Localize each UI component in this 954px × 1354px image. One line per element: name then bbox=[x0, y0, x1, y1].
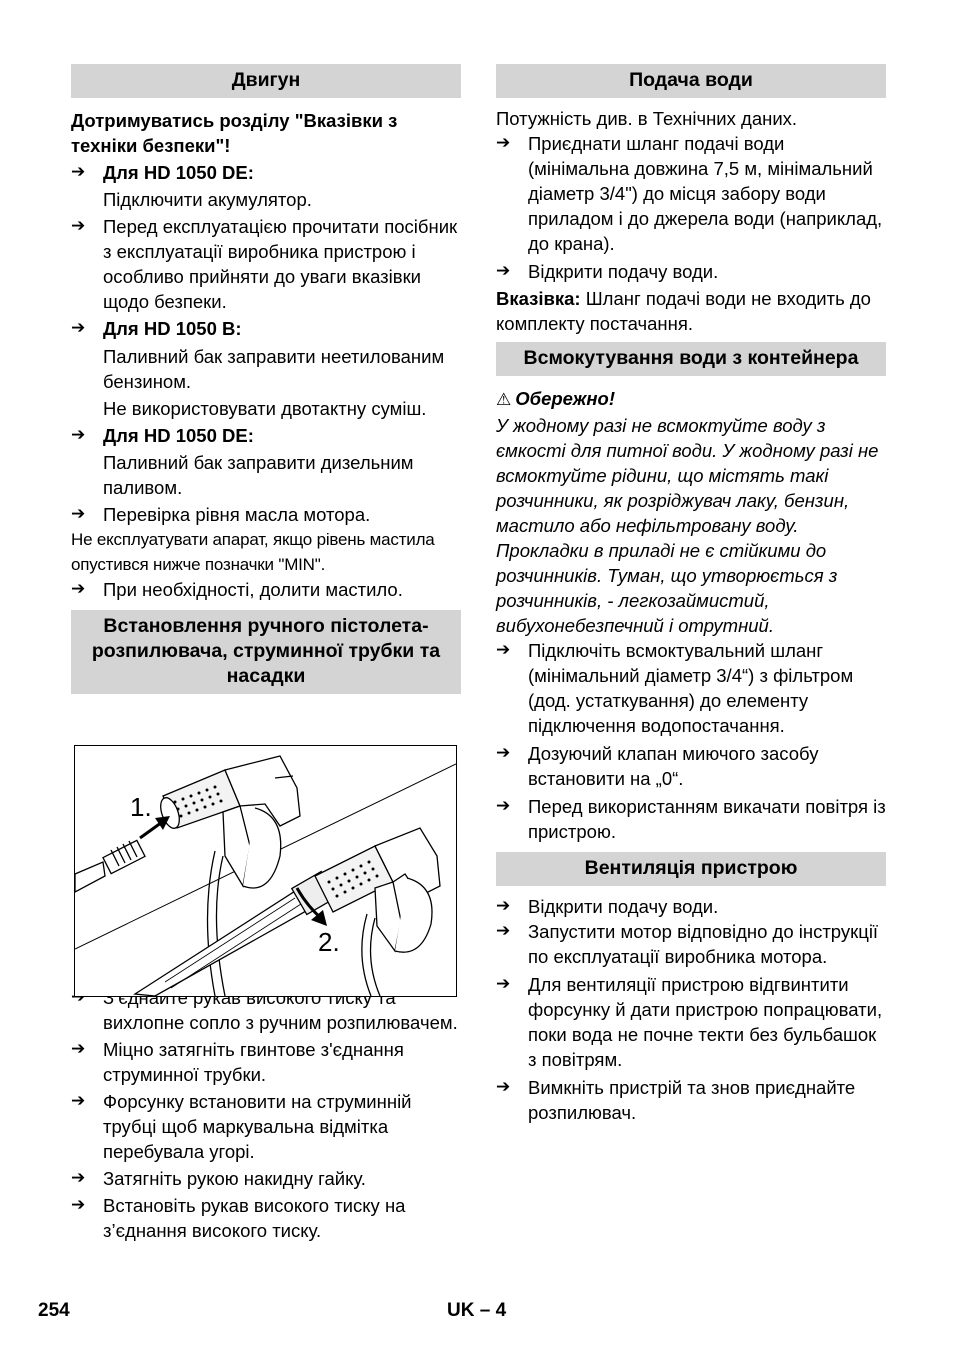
model-label-b: ➔ Для HD 1050 B: bbox=[71, 316, 461, 341]
upper-gun-drawing bbox=[157, 756, 300, 996]
b-text-1: Паливний бак заправити неетилованим бензином. bbox=[103, 346, 445, 392]
left-column bbox=[71, 64, 461, 1243]
de-text-2: Паливний бак заправити дизельним паливом. bbox=[103, 452, 414, 498]
right-column bbox=[496, 64, 886, 1125]
safety-note: Дотримуватись розділу "Вказівки з техніки безпеки"! bbox=[71, 110, 398, 156]
suction-step-3: ➔ Перед використанням викачати повітря із пристрою. bbox=[496, 794, 886, 844]
oil-warning: Не експлуатувати апарат, якщо рівень мастила опустився нижче позначки "MIN". bbox=[71, 530, 435, 574]
vent-step-2: ➔ Запустити мотор відповідно до інструкції по експлуатації виробника мотора. bbox=[496, 919, 886, 969]
install-step-5: ➔ Встановіть рукав високого тиску на з’єднання високого тиску. bbox=[71, 1193, 461, 1243]
spray-gun-assembly-figure bbox=[74, 745, 457, 997]
install-step-4: ➔ Затягніть рукою накидну гайку. bbox=[71, 1166, 461, 1191]
water-step-2: ➔ Відкрити подачу води. bbox=[496, 259, 886, 284]
vent-step-1: ➔ Відкрити подачу води. bbox=[496, 894, 886, 919]
water-note-label: Вказівка: bbox=[496, 288, 581, 309]
section-header-water-supply: Подача води bbox=[496, 64, 886, 98]
figure-label-step2: 2. bbox=[318, 927, 340, 957]
water-step-1: ➔ Приєднати шланг подачі води (мінімальна довжина 7,5 м, мінімальний діаметр 3/4") до місця забору води приладом і до джерела води (наприклад, до крана). bbox=[496, 131, 886, 256]
model-label-de-1: ➔ Для HD 1050 DE: bbox=[71, 160, 461, 185]
section-header-vent: Вентиляція пристрою bbox=[496, 852, 886, 886]
caution-label: Обережно! bbox=[515, 388, 615, 409]
water-note-text: Шланг подачі води не входить до комплекту постачання. bbox=[496, 288, 871, 334]
vent-step-4: ➔ Вимкніть пристрій та знов приєднайте розпилювач. bbox=[496, 1075, 886, 1125]
caution-heading bbox=[496, 386, 886, 413]
manual-instruction: ➔ Перед експлуатацією прочитати посібник з експлуатації виробника пристрою і особливо прийняти до уваги вказівки щодо безпеки. bbox=[71, 214, 461, 314]
vent-step-3: ➔ Для вентиляції пристрою відгвинтити форсунку й дати пристрою попрацювати, поки вода не почне текти без бульбашок з повітрям. bbox=[496, 972, 886, 1072]
figure-label-step1: 1. bbox=[130, 792, 152, 822]
oil-refill: ➔ При необхідності, долити мастило. bbox=[71, 577, 461, 602]
page-label: UK – 4 bbox=[447, 1300, 507, 1321]
page-number: 254 bbox=[38, 1300, 70, 1321]
lower-lance-drawing bbox=[135, 872, 336, 996]
caution-text: У жодному разі не всмоктуйте воду з ємкості для питної води. У жодному разі не всмоктуйте рідини, що містять такі розчинники, як розріджувач лаку, бензин, мастило або нефільтровану воду. Прокладки в приладі не є стійкими до розчинників. Туман, що утворюється з розчинників, - легкозаймистий, вибухонебезпечний і отрутний. bbox=[496, 415, 879, 636]
de-text-1: Підключити акумулятор. bbox=[103, 189, 312, 210]
install-step-3: ➔ Форсунку встановити на струминній трубці щоб маркувальна відмітка перебувала угорі. bbox=[71, 1089, 461, 1164]
spray-gun-illustration bbox=[75, 746, 456, 996]
oil-check: ➔ Перевірка рівня масла мотора. bbox=[71, 502, 461, 527]
upper-lance-drawing bbox=[75, 840, 145, 892]
model-label-de-2: ➔ Для HD 1050 DE: bbox=[71, 423, 461, 448]
water-intro: Потужність див. в Технічних даних. bbox=[496, 108, 798, 129]
warning-triangle-icon: ⚠ bbox=[496, 390, 512, 410]
lower-gun-drawing bbox=[315, 828, 440, 996]
suction-step-2: ➔ Дозуючий клапан миючого засобу встановити на „0“. bbox=[496, 741, 886, 791]
section-header-suction: Всмокутування води з контейнера bbox=[496, 342, 886, 376]
water-note bbox=[496, 286, 886, 336]
section-header-engine: Двигун bbox=[71, 64, 461, 98]
install-step-1: ➔ вихлопне сопло з ручним розпилювачем. bbox=[71, 985, 461, 1035]
suction-step-1: ➔ Підключіть всмоктувальний шланг (мінімальний діаметр 3/4“) з фільтром (дод. устаткування) до елементу підключення водопостачання. bbox=[496, 638, 886, 738]
b-text-2: Не використовувати двотактну суміш. bbox=[103, 398, 427, 419]
install-step-2: ➔ Міцно затягніть гвинтове з'єднання струминної трубки. bbox=[71, 1037, 461, 1087]
section-header-install: Встановлення ручного пістолета-розпилювача, струминної трубки та насадки bbox=[71, 610, 461, 694]
